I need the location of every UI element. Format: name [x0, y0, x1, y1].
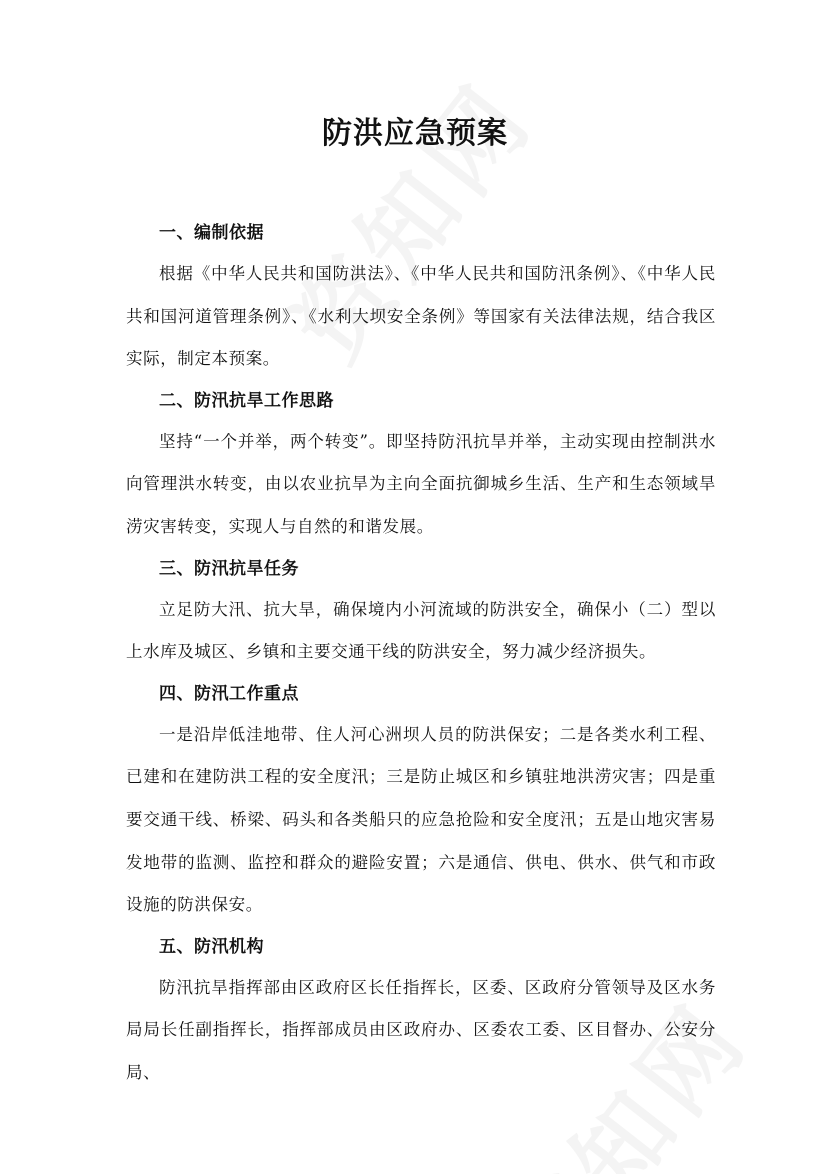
- document-body: [126, 213, 716, 1095]
- section-body-priorities: 一是沿岸低洼地带、住人河心洲坝人员的防洪保安；二是各类水利工程、已建和在建防洪工程的安全度汛；三是防止城区和乡镇驻地洪涝灾害；四是重要交通干线、桥梁、码头和各类船只的应急抢险和安全度汛；五是山地灾害易发地带的监测、监控和群众的避险安置；六是通信、供电、供水、供气和市政设施的防洪保安。: [126, 724, 716, 915]
- section-heading-approach: 二、防汛抗旱工作思路: [159, 390, 334, 411]
- page-title: 防洪应急预案: [322, 116, 508, 151]
- section-body-organization: 防汛抗旱指挥部由区政府区长任指挥长，区委、区政府分管领导及区水务局局长任副指挥长，指挥部成员由区政府办、区委农工委、区目督办、公安分局、: [126, 977, 716, 1082]
- section-body-basis: 根据《中华人民共和国防洪法》、《中华人民共和国防汛条例》、《中华人民共和国河道管理条例》、《水利大坝安全条例》等国家有关法律法规，结合我区实际，制定本预案。: [126, 264, 716, 369]
- section-body-approach: 坚持“一个并举，两个转变”。即坚持防汛抗旱并举，主动实现由控制洪水向管理洪水转变，由以农业抗旱为主向全面抗御城乡生活、生产和生态领域旱涝灾害转变，实现人与自然的和谐发展。: [126, 431, 716, 536]
- section-body-tasks: 立足防大汛、抗大旱，确保境内小河流域的防洪安全，确保小（二）型以上水库及城区、乡镇和主要交通干线的防洪安全，努力减少经济损失。: [126, 599, 716, 662]
- section-heading-basis: 一、编制依据: [159, 223, 264, 243]
- section-heading-organization: 五、防汛机构: [159, 936, 264, 957]
- section-heading-priorities: 四、防汛工作重点: [159, 683, 299, 704]
- section-heading-tasks: 三、防汛抗旱任务: [159, 558, 299, 579]
